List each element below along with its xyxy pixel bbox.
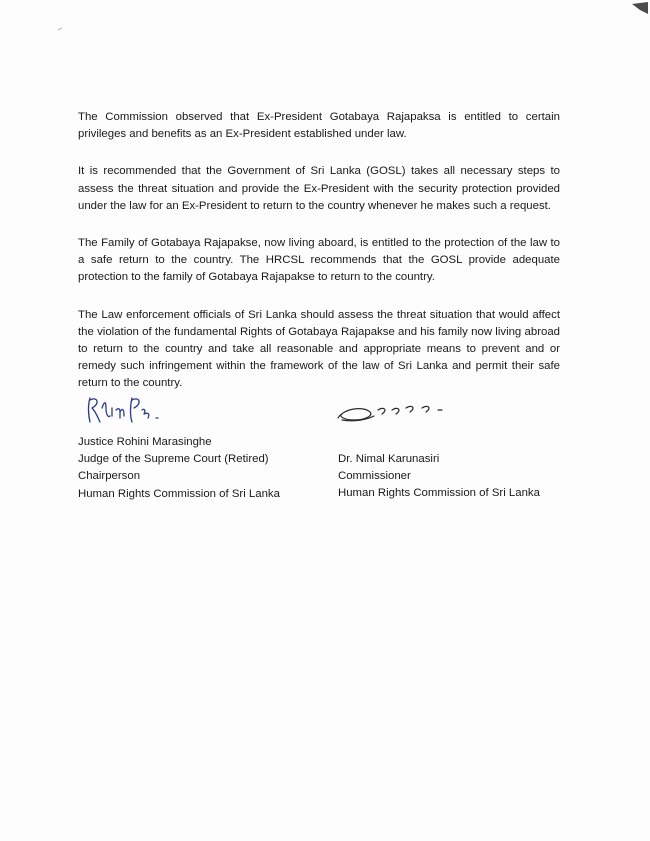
signatory-name: Justice Rohini Marasinghe xyxy=(78,436,212,448)
paragraph-law-enforcement: The Law enforcement officials of Sri Lanka should assess the threat situation that would affect the violation of the fundamental Rights of Gotabaya Rajapakse and his family now living abroad to return to the country and take all reasonable and appropriate means to prevent and or remedy such infringement within the framework of the law of Sri Lanka and permit their safe return to the country. xyxy=(78,308,560,390)
paragraph-family-protection: The Family of Gotabaya Rajapakse, now living aboard, is entitled to the protection of the law to a safe return to the country. The HRCSL recommends that the GOSL provide adequate protection to the family of Gotabaya Rajapakse to return to the country. xyxy=(78,237,560,284)
signatory-organization: Human Rights Commission of Sri Lanka xyxy=(338,487,540,500)
paragraph-privileges: The Commission observed that Ex-President Gotabaya Rajapaksa is entitled to certain privileges and benefits as an Ex-President established under law. xyxy=(78,111,560,141)
scan-corner-mark xyxy=(0,0,650,60)
signatory-organization: Human Rights Commission of Sri Lanka xyxy=(78,487,280,500)
signatory-role: Commissioner xyxy=(338,470,411,483)
signatory-block-commissioner xyxy=(338,451,540,503)
paragraph-security-recommendation: It is recommended that the Government of Sri Lanka (GOSL) takes all necessary steps to assess the threat situation and provide the Ex-President with the security protection provided under the law for an Ex-President to return to the country whenever he makes such a request. xyxy=(78,165,560,212)
signature-rohini-marasinghe xyxy=(84,394,174,428)
signatory-name: Dr. Nimal Karunasiri xyxy=(338,453,440,465)
signatory-title: Judge of the Supreme Court (Retired) xyxy=(78,453,269,466)
signatory-block-chairperson xyxy=(78,434,280,503)
letter-body xyxy=(78,109,560,413)
signatory-role: Chairperson xyxy=(78,470,141,483)
signature-nimal-karunasiri xyxy=(334,400,452,424)
